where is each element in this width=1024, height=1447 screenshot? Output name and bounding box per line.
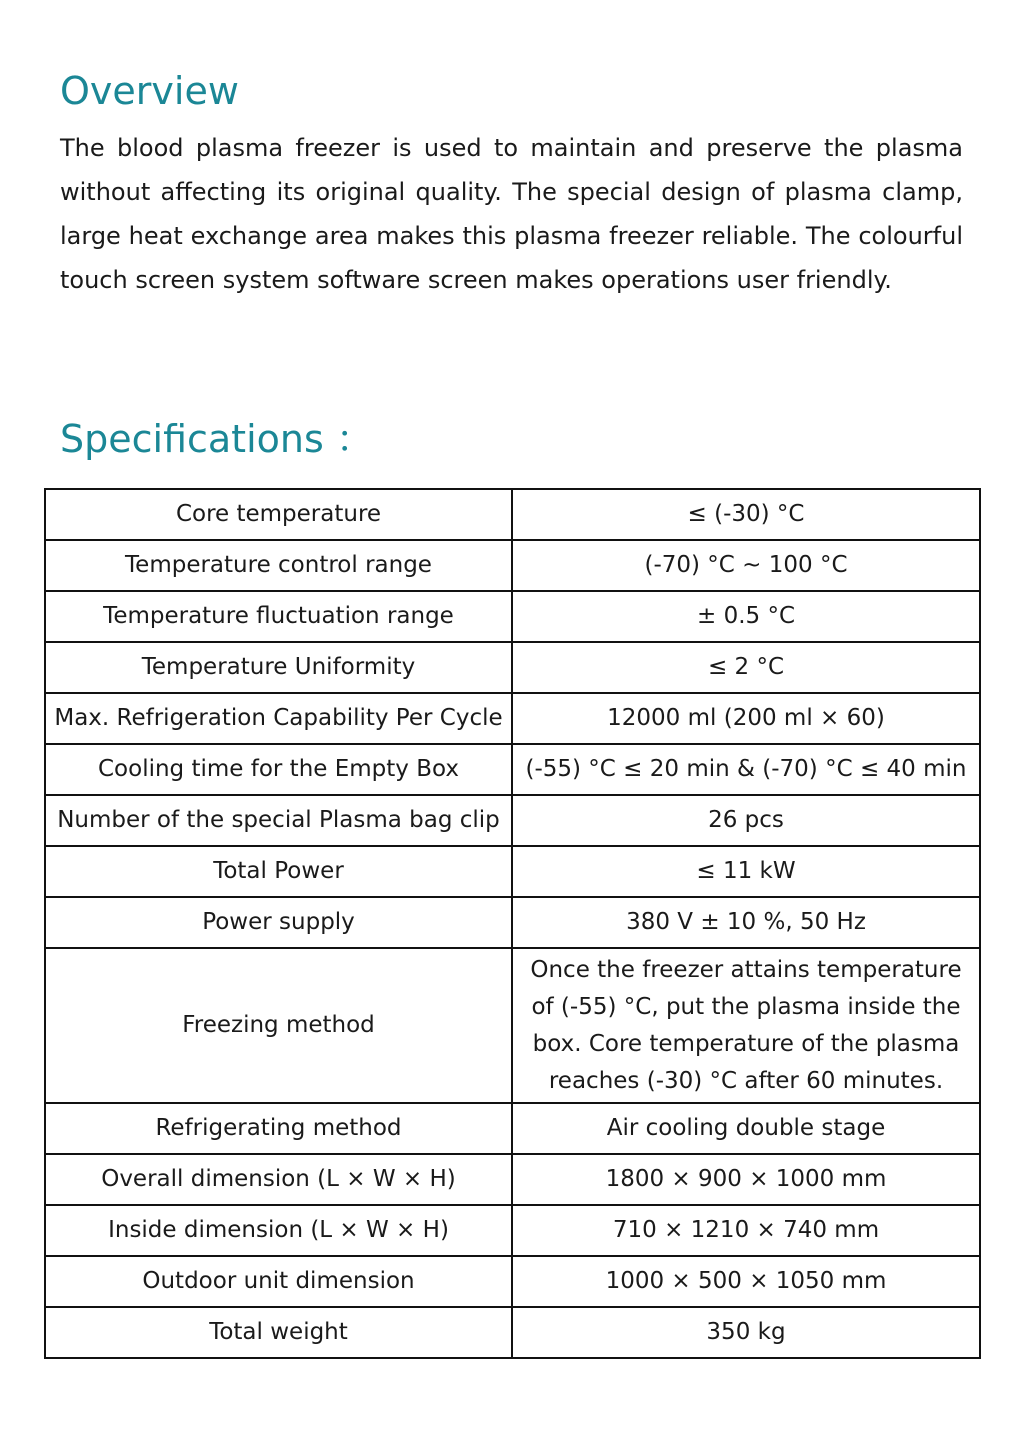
spec-value: (-70) °C ~ 100 °C: [512, 540, 980, 591]
spec-label: Number of the special Plasma bag clip: [45, 795, 512, 846]
spec-label: Temperature fluctuation range: [45, 591, 512, 642]
overview-heading: Overview: [60, 69, 239, 113]
spec-value: 26 pcs: [512, 795, 980, 846]
spec-value: 1000 × 500 × 1050 mm: [512, 1256, 980, 1307]
spec-label: Total Power: [45, 846, 512, 897]
table-row: [45, 1256, 980, 1307]
table-row: [45, 948, 980, 1103]
spec-label: Temperature Uniformity: [45, 642, 512, 693]
spec-label: Cooling time for the Empty Box: [45, 744, 512, 795]
spec-value: 1800 × 900 × 1000 mm: [512, 1154, 980, 1205]
spec-value: 350 kg: [512, 1307, 980, 1358]
spec-label: Total weight: [45, 1307, 512, 1358]
spec-value: 710 × 1210 × 740 mm: [512, 1205, 980, 1256]
spec-value: (-55) °C ≤ 20 min & (-70) °C ≤ 40 min: [512, 744, 980, 795]
spec-value: Once the freezer attains temperature of (-55) °C, put the plasma inside the box. Core temperature of the plasma reaches (-30) °C after 60 minutes.: [512, 948, 980, 1103]
spec-value: 12000 ml (200 ml × 60): [512, 693, 980, 744]
table-row: [45, 846, 980, 897]
spec-label: Freezing method: [45, 948, 512, 1103]
spec-label: Temperature control range: [45, 540, 512, 591]
table-row: [45, 1307, 980, 1358]
table-row: [45, 1154, 980, 1205]
table-row: [45, 642, 980, 693]
spec-value: ≤ 11 kW: [512, 846, 980, 897]
specifications-table: [44, 488, 981, 1359]
spec-label: Outdoor unit dimension: [45, 1256, 512, 1307]
table-row: [45, 795, 980, 846]
table-row: [45, 591, 980, 642]
table-row: [45, 489, 980, 540]
spec-value: ≤ (-30) °C: [512, 489, 980, 540]
spec-value: Air cooling double stage: [512, 1103, 980, 1154]
table-row: [45, 1103, 980, 1154]
spec-label: Refrigerating method: [45, 1103, 512, 1154]
spec-label: Power supply: [45, 897, 512, 948]
table-row: [45, 693, 980, 744]
spec-value: ≤ 2 °C: [512, 642, 980, 693]
spec-label: Max. Refrigeration Capability Per Cycle: [45, 693, 512, 744]
specifications-heading: Specifications ：: [60, 417, 374, 461]
table-row: [45, 540, 980, 591]
spec-label: Inside dimension (L × W × H): [45, 1205, 512, 1256]
spec-value: ± 0.5 °C: [512, 591, 980, 642]
spec-value: 380 V ± 10 %, 50 Hz: [512, 897, 980, 948]
spec-label: Overall dimension (L × W × H): [45, 1154, 512, 1205]
table-row: [45, 1205, 980, 1256]
spec-label: Core temperature: [45, 489, 512, 540]
table-row: [45, 744, 980, 795]
table-row: [45, 897, 980, 948]
overview-paragraph: The blood plasma freezer is used to maintain and preserve the plasma without affecting its original quality. The special design of plasma clamp, large heat exchange area makes this plasma freezer reliable. The colourful touch screen system software screen makes operations user friendly.: [60, 134, 963, 294]
